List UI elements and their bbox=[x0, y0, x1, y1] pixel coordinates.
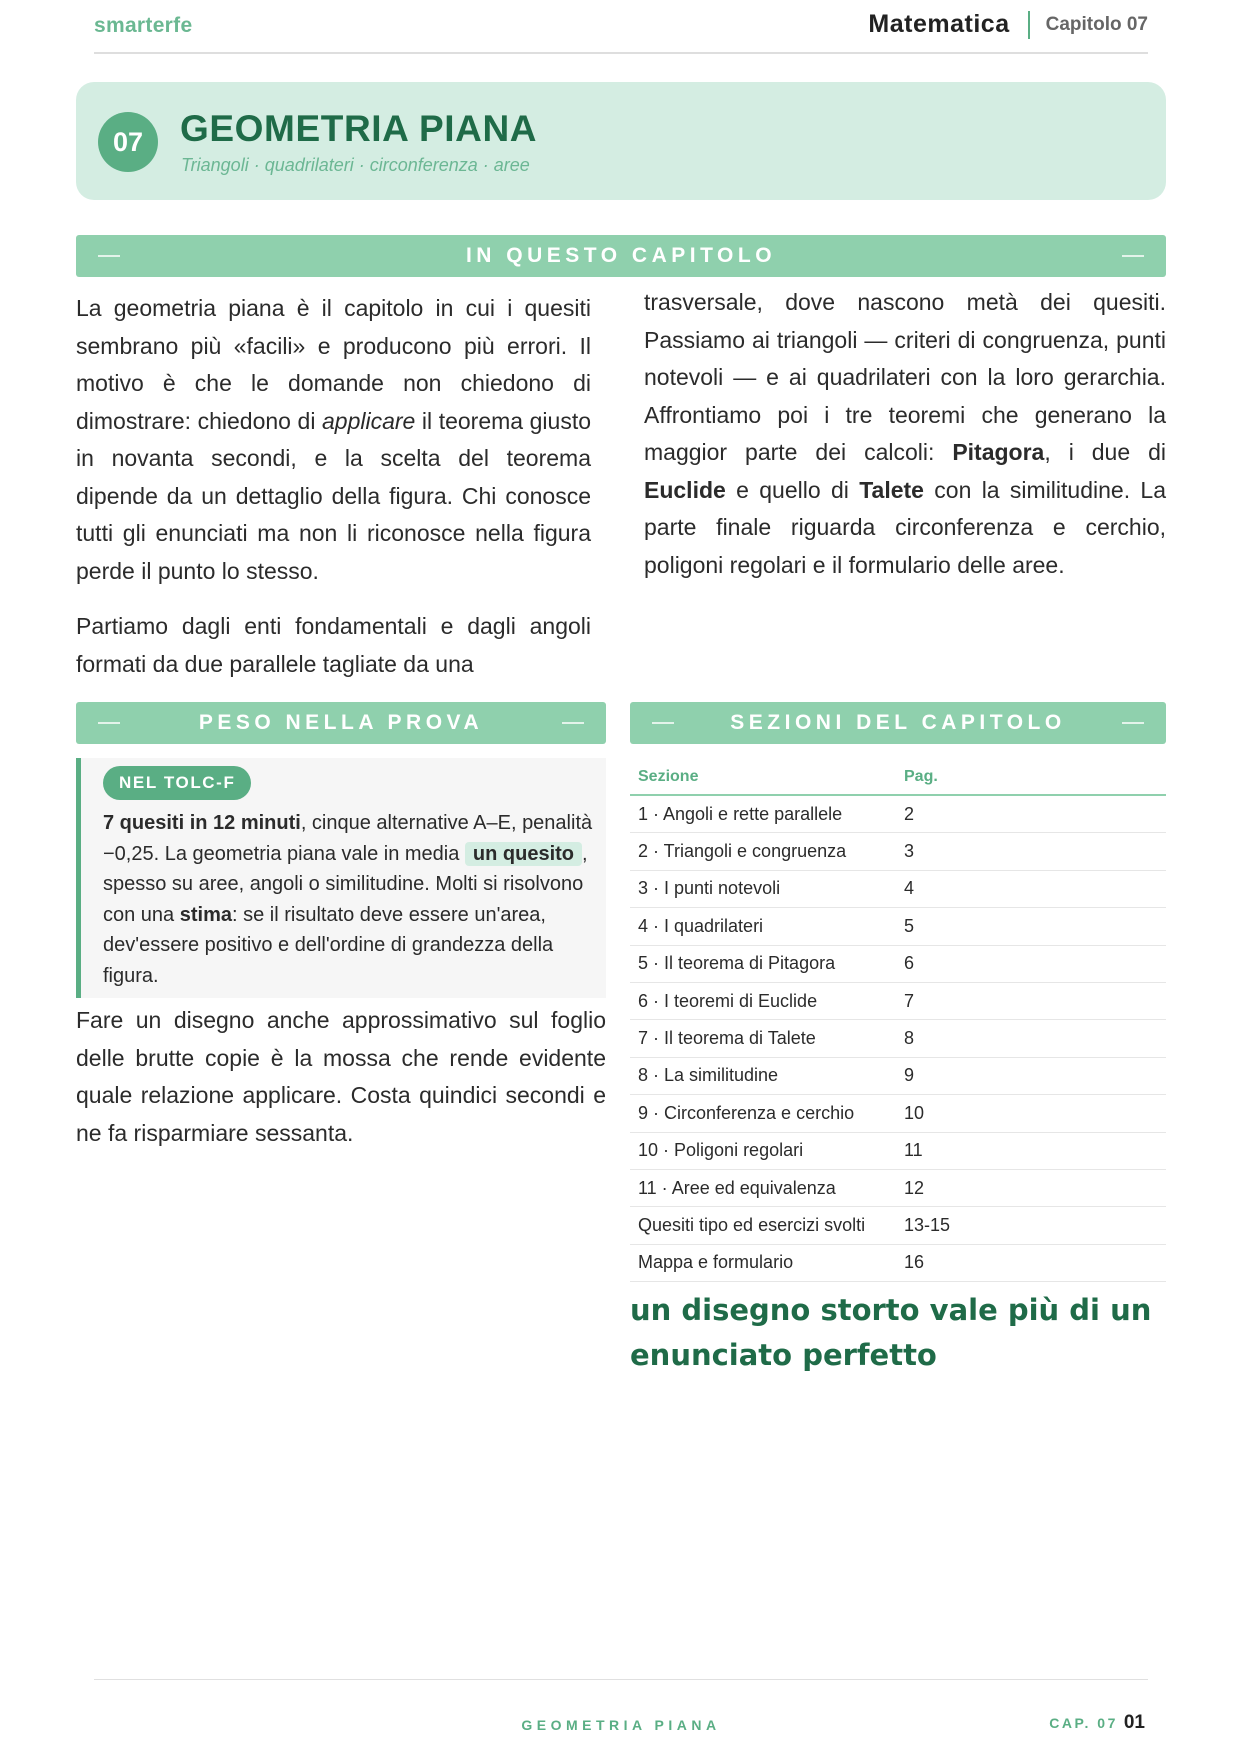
table-row bbox=[630, 945, 1166, 982]
dash-decoration bbox=[98, 255, 120, 257]
text-run: il teorema giusto in novanta secondi, e la scelta del teorema dipende da un dettaglio della figura. Chi conosce tutti gli enunciati ma non li riconosce nella figura perde il punto lo stesso. bbox=[76, 407, 592, 584]
brand-name: smarterfe bbox=[94, 14, 193, 37]
emphasis-text: applicare bbox=[322, 407, 416, 434]
bold-text: Euclide bbox=[644, 476, 726, 503]
weight-heading-bar bbox=[76, 702, 606, 744]
page-number: 01 bbox=[1123, 1712, 1145, 1733]
table-row bbox=[630, 833, 1166, 870]
subject-label: Matematica bbox=[868, 10, 1010, 38]
section-name: 3 · I punti notevoli bbox=[630, 870, 896, 907]
intro-heading-bar bbox=[76, 235, 1166, 277]
table-row bbox=[630, 1244, 1166, 1281]
section-page: 10 bbox=[896, 1095, 1166, 1132]
section-name: 1 · Angoli e rette parallele bbox=[630, 795, 896, 833]
section-name: 2 · Triangoli e congruenza bbox=[630, 833, 896, 870]
dash-decoration bbox=[98, 722, 120, 724]
weight-heading: PESO NELLA PROVA bbox=[198, 711, 484, 734]
bold-text: Talete bbox=[859, 476, 924, 503]
table-row bbox=[630, 1207, 1166, 1244]
section-name: 5 · Il teorema di Pitagora bbox=[630, 945, 896, 982]
text-run: La geometria piana è il capitolo in cui i quesiti sembrano più «facili» e producono più errori. Il motivo è che le domande non chiedono di dimostrare: chiedono di bbox=[76, 295, 591, 434]
margin-quote: un disegno storto vale più di un enunciato perfetto bbox=[630, 1293, 1152, 1372]
section-name: Quesiti tipo ed esercizi svolti bbox=[630, 1207, 896, 1244]
section-page: 13-15 bbox=[896, 1207, 1166, 1244]
table-row bbox=[630, 1132, 1166, 1169]
section-page: 7 bbox=[896, 982, 1166, 1019]
table-header-row bbox=[630, 760, 1166, 795]
chapter-subtitle: Triangoli · quadrilateri · circonferenza · aree bbox=[181, 155, 530, 175]
intro-heading: IN QUESTO CAPITOLO bbox=[465, 244, 777, 267]
drawing-tip-paragraph: Fare un disegno anche approssimativo sul foglio delle brutte copie è la mossa che rende evidente quale relazione applicare. Costa quindici secondi e ne fa risparmiare sessanta. bbox=[76, 1007, 606, 1146]
intro-paragraph-2-start: Partiamo dagli enti fondamentali e dagli angoli formati da due parallele tagliate da una bbox=[76, 613, 591, 677]
intro-paragraph-1 bbox=[76, 290, 591, 590]
tolc-pill: NEL TOLC-F bbox=[103, 766, 251, 800]
section-page: 11 bbox=[896, 1132, 1166, 1169]
bold-text: 7 quesiti in 12 minuti bbox=[103, 812, 301, 834]
header-divider bbox=[1028, 11, 1030, 39]
table-row bbox=[630, 1095, 1166, 1132]
table-row bbox=[630, 982, 1166, 1019]
chapter-label: Capitolo 07 bbox=[1045, 13, 1148, 35]
text-run: , i due di bbox=[1044, 439, 1166, 465]
tolc-callout bbox=[76, 758, 606, 998]
section-page: 16 bbox=[896, 1244, 1166, 1281]
section-name: 11 · Aree ed equivalenza bbox=[630, 1169, 896, 1206]
dash-decoration bbox=[652, 722, 674, 724]
column-header-section: Sezione bbox=[630, 760, 896, 795]
table-row bbox=[630, 1057, 1166, 1094]
text-run: , cinque alternative A–E, penalità −0,25. La geometria piana vale in media bbox=[103, 812, 593, 865]
dash-decoration bbox=[562, 722, 584, 724]
section-page: 3 bbox=[896, 833, 1166, 870]
section-name: 7 · Il teorema di Talete bbox=[630, 1020, 896, 1057]
footer-divider bbox=[94, 1679, 1148, 1680]
section-page: 2 bbox=[896, 795, 1166, 833]
section-name: 9 · Circonferenza e cerchio bbox=[630, 1095, 896, 1132]
table-row bbox=[630, 908, 1166, 945]
footer-page-label bbox=[1049, 1712, 1145, 1734]
section-page: 6 bbox=[896, 945, 1166, 982]
sections-heading: SEZIONI DEL CAPITOLO bbox=[730, 711, 1066, 734]
dash-decoration bbox=[1122, 722, 1144, 724]
chapter-banner bbox=[76, 82, 1166, 200]
section-name: 10 · Poligoni regolari bbox=[630, 1132, 896, 1169]
sections-table bbox=[630, 760, 1166, 1282]
table-row bbox=[630, 1020, 1166, 1057]
section-page: 12 bbox=[896, 1169, 1166, 1206]
text-run: : se il risultato deve essere un'area, dev'essere positivo e dell'ordine di grandezza della figura. bbox=[103, 903, 554, 987]
highlight-text: un quesito bbox=[465, 842, 582, 866]
header-right bbox=[868, 10, 1148, 39]
text-run: , spesso su aree, angoli o similitudine. Molti si risolvono con una bbox=[103, 842, 588, 926]
table-row bbox=[630, 870, 1166, 907]
sections-heading-bar bbox=[630, 702, 1166, 744]
section-page: 5 bbox=[896, 908, 1166, 945]
section-name: Mappa e formulario bbox=[630, 1244, 896, 1281]
text-run: e quello di bbox=[725, 476, 860, 503]
table-row bbox=[630, 795, 1166, 833]
column-header-page: Pag. bbox=[896, 760, 1166, 795]
bold-text: stima bbox=[179, 903, 232, 926]
text-run: trasversale, dove nascono metà dei quesiti. Passiamo ai triangoli — criteri di congruenza, punti notevoli — e ai quadrilateri con la loro gerarchia. Affrontiamo poi i tre teoremi che generano la maggior parte dei calcoli: bbox=[644, 289, 1166, 465]
footer-title: GEOMETRIA PIANA bbox=[521, 1717, 721, 1733]
chapter-title: GEOMETRIA PIANA bbox=[180, 108, 538, 149]
intro-paragraph-2-continued bbox=[644, 284, 1166, 584]
chapter-number-badge: 07 bbox=[98, 112, 158, 172]
footer-chapter: CAP. 07 bbox=[1049, 1715, 1118, 1731]
section-page: 9 bbox=[896, 1057, 1166, 1094]
section-name: 8 · La similitudine bbox=[630, 1057, 896, 1094]
table-row bbox=[630, 1169, 1166, 1206]
section-name: 4 · I quadrilateri bbox=[630, 908, 896, 945]
dash-decoration bbox=[1122, 255, 1144, 257]
bold-text: Pitagora bbox=[952, 439, 1045, 465]
callout-text bbox=[103, 808, 593, 991]
text-run: con la similitudine. La parte finale riguarda circonferenza e cerchio, poligoni regolari e il formulario delle aree. bbox=[644, 476, 1166, 578]
running-header bbox=[94, 0, 1148, 54]
section-name: 6 · I teoremi di Euclide bbox=[630, 982, 896, 1019]
section-page: 4 bbox=[896, 870, 1166, 907]
section-page: 8 bbox=[896, 1020, 1166, 1057]
